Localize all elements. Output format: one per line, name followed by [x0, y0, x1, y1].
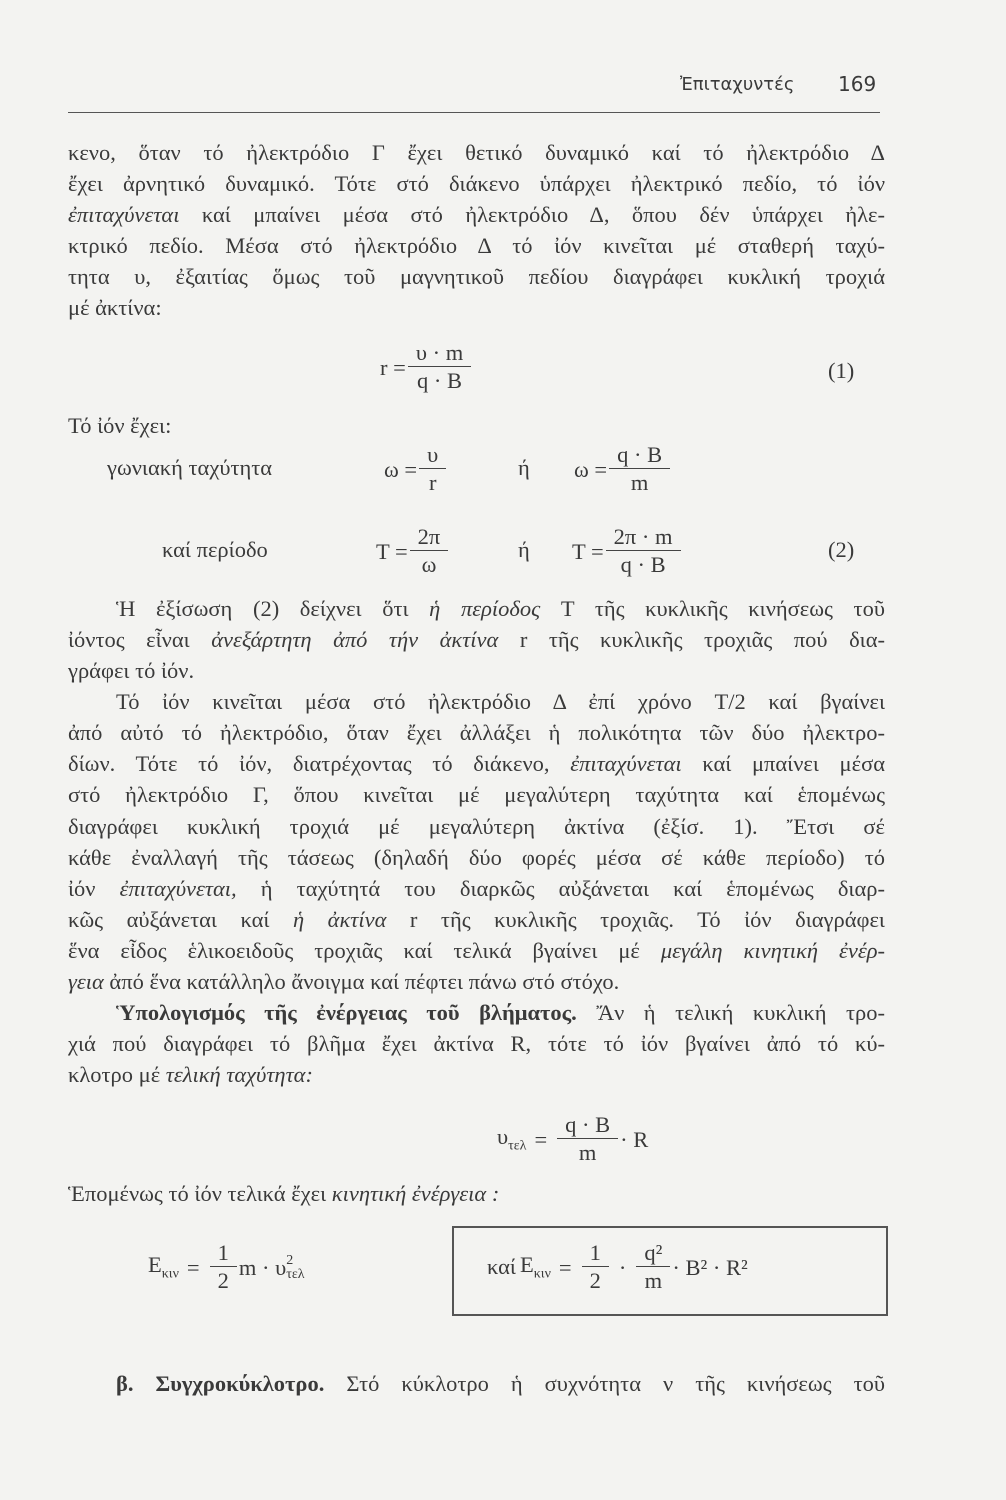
- italic-text: κινητική ἐνέργεια :: [331, 1181, 500, 1206]
- text-line: [68, 749, 885, 779]
- italic-text: ἐπιταχύνεται,: [119, 876, 237, 901]
- eq-lhs: ω =: [384, 456, 418, 482]
- numerator: 2π · m: [613, 524, 673, 549]
- text-run: διαγράφει κυκλική τροχιά μέ μεγαλύτερη ἀκτίνα (ἐξίσ. 1). Ἔτσι σέ: [68, 814, 885, 839]
- denominator: 2: [210, 1266, 237, 1295]
- dot: ·: [618, 1254, 627, 1280]
- denominator: q · B: [606, 550, 681, 579]
- numerator: 1: [217, 1240, 229, 1265]
- fraction: [586, 1240, 605, 1295]
- text-run: ἀπό αὐτό τό ἠλεκτρόδιο, ὅταν ἔχει ἀλλάξει ἡ πολικότητα τῶν δύο ἠλεκτρο-: [68, 720, 885, 745]
- text-run: ἀπό ἕνα κατάλληλο ἄνοιγμα καί πέφτει πάνω στό στόχο.: [103, 969, 620, 994]
- text-line: [68, 231, 885, 261]
- text-run: Τό ἰόν ἔχει:: [68, 413, 172, 438]
- text-run: T τῆς κυκλικῆς κινήσεως τοῦ: [540, 596, 885, 621]
- equation-omega-2: [574, 442, 672, 497]
- header-rule: [68, 112, 880, 113]
- text-line: [68, 411, 885, 441]
- denominator: m: [557, 1138, 618, 1167]
- text-run: Στό κύκλοτρο ἡ συχνότητα ν τῆς κινήσεως τοῦ: [324, 1371, 886, 1396]
- denominator: r: [419, 468, 446, 497]
- text-run: χιά πού διαγράφει τό βλῆμα ἔχει ἀκτίνα R, τότε τό ἰόν βγαίνει ἀπό τό κύ-: [68, 1031, 885, 1056]
- text-run: Ἄν ἡ τελική κυκλική τρο-: [576, 1000, 885, 1025]
- text-line: [68, 594, 885, 624]
- text-run: δίων. Τότε τό ἰόν, διατρέχοντας τό διάκενο,: [68, 751, 571, 776]
- equation-omega-1: [384, 442, 448, 497]
- symbol: E: [148, 1252, 162, 1278]
- text-line: [68, 718, 885, 748]
- denominator: 2: [582, 1266, 609, 1295]
- fraction: [214, 1240, 233, 1295]
- italic-text: ἐπιταχύνεται: [68, 202, 180, 227]
- text-line: [68, 138, 885, 168]
- equation-1: [380, 340, 473, 395]
- text-run: ἰόν: [68, 876, 120, 901]
- text-line: [68, 1369, 885, 1399]
- text-run: Ἑπομένως τό ἰόν τελικά ἔχει: [68, 1181, 332, 1206]
- denominator: q · B: [408, 366, 471, 395]
- text-run: Ἡ ἐξίσωση (2) δείχνει ὅτι: [116, 596, 430, 621]
- equation-kinetic-energy-2: [520, 1240, 748, 1295]
- denominator: ω: [410, 550, 449, 579]
- bold-heading: Ὑπολογισμός τῆς ἐνέργειας τοῦ βλήματος.: [116, 1000, 577, 1025]
- text-line: [68, 169, 885, 199]
- text-run: κτρικό πεδίο. Μέσα στό ἠλεκτρόδιο Δ τό ἰόν κινεῖται μέ σταθερή ταχύ-: [68, 233, 885, 258]
- numerator: q²: [644, 1240, 663, 1265]
- period-label: καί περίοδο: [162, 537, 268, 562]
- text-line: [68, 1179, 885, 1209]
- text-line: [68, 1029, 885, 1059]
- text-line: [68, 905, 885, 935]
- italic-text: γεια: [68, 969, 104, 994]
- text-line: [68, 874, 885, 904]
- text-run: ἔχει ἀρνητικό δυναμικό. Τότε στό διάκενο ὑπάρχει ἠλεκτρικό πεδίο, τό ἰόν: [68, 171, 885, 196]
- eq-lhs: [148, 1252, 179, 1283]
- numerator: υ · m: [415, 340, 464, 365]
- text-run: στό ἠλεκτρόδιο Γ, ὅπου κινεῖται μέ μεγαλύτερη ταχύτητα καί ἑπομένως: [68, 782, 885, 807]
- text-line: [68, 687, 885, 717]
- fraction: [610, 524, 677, 579]
- running-header-title: Ἐπιταχυντές: [680, 74, 795, 95]
- equation-period-2: [572, 524, 683, 579]
- text-run: Τό ἰόν κινεῖται μέσα στό ἠλεκτρόδιο Δ ἐπί χρόνο T/2 καί βγαίνει: [116, 689, 885, 714]
- equation-final-velocity: [497, 1112, 648, 1167]
- numerator: υ: [427, 442, 439, 467]
- eq-lhs: T =: [376, 538, 408, 564]
- or-word: ή: [518, 537, 530, 562]
- numerator: 2π: [417, 524, 441, 549]
- angular-velocity-label: γωνιακή ταχύτητα: [107, 455, 273, 480]
- text-line: [68, 780, 885, 810]
- italic-text: ἐπιταχύνεται: [570, 751, 682, 776]
- page-number: 169: [838, 72, 877, 96]
- equation-2-number: (2): [828, 537, 855, 562]
- or-word: ή: [518, 455, 530, 480]
- equation-period-1: [376, 524, 450, 579]
- eq1-lhs: r =: [380, 354, 406, 380]
- eq-term: m · υ: [238, 1254, 287, 1280]
- equals: =: [534, 1126, 548, 1152]
- eq-lhs: [520, 1252, 551, 1283]
- equation-kinetic-energy-1: [148, 1240, 305, 1295]
- numerator: q · B: [617, 442, 663, 467]
- text-run: γράφει τό ἰόν.: [68, 658, 195, 683]
- superscript: 2: [286, 1252, 294, 1268]
- italic-text: τελική ταχύτητα:: [165, 1062, 313, 1087]
- fraction: [640, 1240, 666, 1295]
- text-line: [68, 200, 885, 230]
- text-line: [68, 843, 885, 873]
- numerator: q · B: [565, 1112, 611, 1137]
- symbol: υ: [497, 1124, 509, 1150]
- italic-text: ἡ περίοδος: [429, 596, 541, 621]
- eq-lhs: ω =: [574, 456, 608, 482]
- eq-lhs: T =: [572, 538, 604, 564]
- equals: =: [558, 1254, 572, 1280]
- equation-1-number: (1): [828, 358, 855, 383]
- text-run: καί μπαίνει μέσα: [681, 751, 885, 776]
- text-line: [68, 625, 885, 655]
- subscript: τελ: [286, 1266, 305, 1282]
- and-word: καί: [487, 1254, 516, 1279]
- eq1-fraction: [412, 340, 467, 395]
- text-run: κῶς αὐξάνεται καί: [68, 907, 293, 932]
- subscript: τελ: [508, 1138, 527, 1154]
- denominator: m: [609, 468, 670, 497]
- text-run: ἕνα εἶδος ἑλικοειδοῦς τροχιᾶς καί τελικά βγαίνει μέ: [68, 938, 661, 963]
- text-line: [68, 936, 885, 966]
- text-line: [68, 998, 885, 1028]
- text-line: [68, 656, 885, 686]
- equals: =: [186, 1254, 200, 1280]
- text-line: [68, 967, 885, 997]
- text-run: κενο, ὅταν τό ἠλεκτρόδιο Γ ἔχει θετικό δυναμικό καί τό ἠλεκτρόδιο Δ: [68, 140, 885, 165]
- text-line: [68, 1060, 885, 1090]
- fraction: [561, 1112, 614, 1167]
- fraction: [423, 442, 442, 497]
- eq-rhs: · R: [620, 1126, 649, 1152]
- text-line: [68, 262, 885, 292]
- eq-rhs: · B² · R²: [672, 1254, 748, 1280]
- eq-lhs: [497, 1124, 526, 1155]
- bold-heading: β. Συγχροκύκλοτρο.: [116, 1371, 325, 1396]
- denominator: m: [636, 1266, 670, 1295]
- text-run: ἡ ταχύτητά του διαρκῶς αὐξάνεται καί ἑπομένως διαρ-: [236, 876, 885, 901]
- fraction: [613, 442, 666, 497]
- text-run: ἰόντος εἶναι: [68, 627, 212, 652]
- italic-text: μεγάλη κινητική ἐνέρ-: [660, 938, 885, 963]
- text-run: r τῆς κυκλικῆς τροχιᾶς πού δια-: [498, 627, 886, 652]
- sup-sub: [286, 1254, 304, 1282]
- text-run: r τῆς κυκλικῆς τροχιᾶς. Τό ἰόν διαγράφει: [386, 907, 885, 932]
- subscript: κιν: [161, 1266, 179, 1282]
- text-run: κάθε ἐναλλαγή τῆς τάσεως (δηλαδή δύο φορές μέσα σέ κάθε περίοδο) τό: [68, 845, 885, 870]
- text-line: [68, 293, 885, 323]
- italic-text: ἀνεξάρτητη ἀπό τήν ἀκτίνα: [211, 627, 499, 652]
- italic-text: ἡ ἀκτίνα: [293, 907, 387, 932]
- text-line: [68, 812, 885, 842]
- text-run: μέ ἀκτίνα:: [68, 295, 162, 320]
- text-run: τητα υ, ἐξαιτίας ὅμως τοῦ μαγνητικοῦ πεδίου διαγράφει κυκλική τροχιά: [68, 264, 885, 289]
- fraction: [414, 524, 445, 579]
- subscript: κιν: [533, 1266, 551, 1282]
- text-run: κλοτρο μέ: [68, 1062, 166, 1087]
- symbol: E: [520, 1252, 534, 1278]
- text-run: καί μπαίνει μέσα στό ἠλεκτρόδιο Δ, ὅπου δέν ὑπάρχει ἠλε-: [179, 202, 885, 227]
- numerator: 1: [589, 1240, 601, 1265]
